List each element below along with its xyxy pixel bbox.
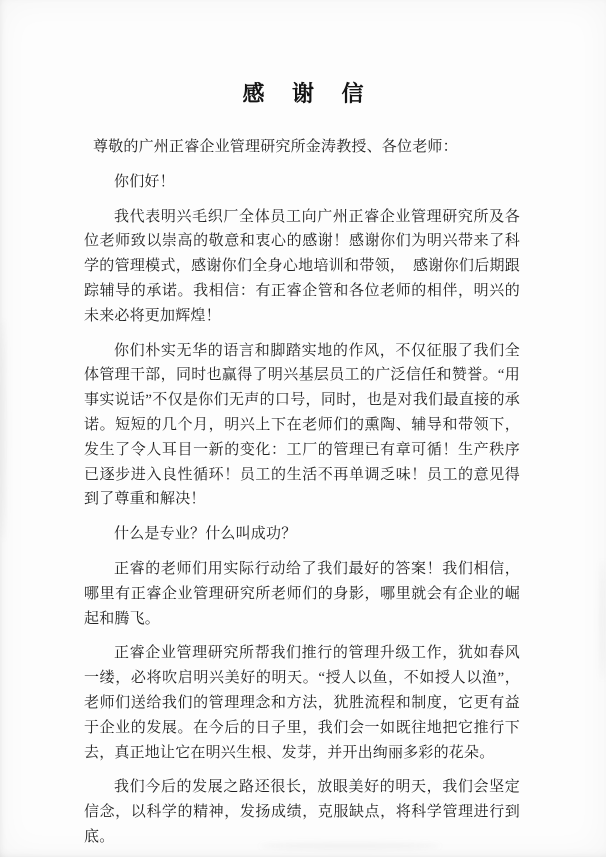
letter-title: 感 谢 信 — [242, 81, 375, 106]
greeting-line: 你们好！ — [114, 173, 175, 190]
letter-paragraph-1: 我代表明兴毛织厂全体员工向广州正睿企业管理研究所及各位老师致以崇高的敬意和衷心的感谢！感谢你们为明兴带来了科学的管理模式，感谢你们全身心地培训和带领， 感谢你们后期跟踪辅导的承诺。我相信：有正睿企管和各位老师的相伴，明兴的未来必将更加辉煌！ — [84, 208, 520, 324]
letter-paragraph-5: 正睿企业管理研究所帮我们推行的管理升级工作，犹如春风一缕，必将吹启明兴美好的明天。“授人以鱼，不如授人以渔”，老师们送给我们的管理理念和方法，犹胜流程和制度，它更有益于企业的发展。在今后的日子里，我们会一如既往地把它推行下去，真正地让它在明兴生根、发芽，并开出绚丽多彩的花朵。 — [84, 645, 520, 761]
letter-paragraph-3: 什么是专业？什么叫成功？ — [114, 526, 297, 543]
letter-paragraph-4: 正睿的老师们用实际行动给了我们最好的答案！我们相信，哪里有正睿企业管理研究所老师们的身影，哪里就会有企业的崛起和腾飞。 — [84, 560, 520, 627]
salutation-line: 尊敬的广州正睿企业管理研究所金涛教授、各位老师： — [93, 139, 458, 155]
scan-artifact-bottom-edge — [260, 843, 440, 849]
scan-artifact-right-edge — [600, 560, 605, 680]
letter-body — [84, 135, 520, 850]
letter-paragraph-2: 你们朴实无华的语言和脚踏实地的作风，不仅征服了我们全体管理干部，同时也赢得了明兴基层员工的广泛信任和赞誉。“用事实说话”不仅是你们无声的口号，同时，也是对我们最直接的承诺。短短的几个月，明兴上下在老师们的熏陶、辅导和带领下，发生了令人耳目一新的变化：工厂的管理已有章可循！生产秩序已逐步进入良性循环！员工的生活不再单调乏味！员工的意见得到了尊重和解决！ — [84, 342, 520, 508]
scan-artifact-left-edge — [0, 320, 6, 540]
letter-paragraph-6: 我们今后的发展之路还很长，放眼美好的明天，我们会坚定信念，以科学的精神，发扬成绩，克服缺点，将科学管理进行到底。 — [84, 779, 520, 845]
